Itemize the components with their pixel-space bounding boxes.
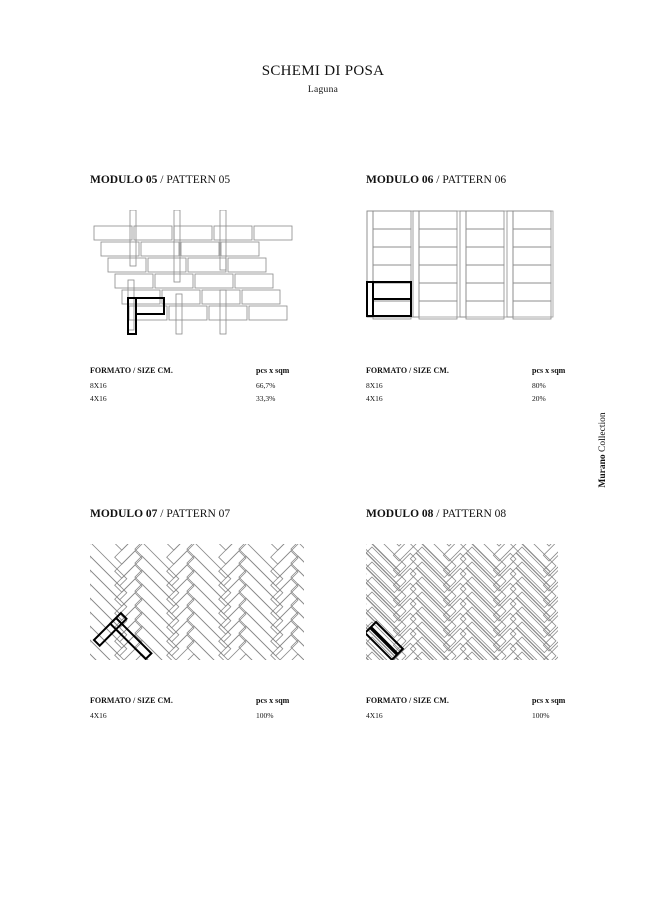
tile <box>373 265 411 283</box>
size-value: 8X16 <box>90 381 107 390</box>
tile <box>466 592 506 632</box>
tile <box>228 258 266 272</box>
tile <box>513 211 551 229</box>
tile <box>466 607 506 647</box>
tile <box>513 265 551 283</box>
tile <box>466 562 506 602</box>
size-value: 4X16 <box>366 711 383 720</box>
tile <box>513 283 551 301</box>
pcs-value: 20% <box>532 394 546 403</box>
tile <box>219 544 246 550</box>
tile <box>466 622 506 660</box>
tile <box>419 283 457 301</box>
pcs-header: pcs x sqm <box>532 696 566 705</box>
tile <box>466 247 504 265</box>
tile <box>115 544 142 550</box>
module-pattern: PATTERN 06 <box>442 174 507 186</box>
module-title: MODULO 08 / PATTERN 08 <box>366 508 507 520</box>
size-value: 8X16 <box>366 381 383 390</box>
tile <box>220 290 226 334</box>
tile <box>366 577 406 617</box>
tile <box>416 622 456 660</box>
tile <box>466 265 504 283</box>
tile <box>516 577 556 617</box>
tile <box>416 592 456 632</box>
size-row <box>90 394 330 407</box>
tile <box>466 211 504 229</box>
tile <box>516 547 556 587</box>
tile <box>416 547 456 587</box>
tile <box>271 635 298 660</box>
tile <box>466 301 504 319</box>
pcs-value: 100% <box>256 711 274 720</box>
tile <box>543 544 558 561</box>
tile <box>373 247 411 265</box>
tile <box>249 306 287 320</box>
pattern-06-diagram <box>366 210 556 322</box>
module-pattern: PATTERN 08 <box>442 508 507 520</box>
tile <box>413 211 419 317</box>
tile <box>460 544 500 578</box>
size-row <box>90 711 330 724</box>
size-table <box>90 366 330 407</box>
tile <box>516 607 556 647</box>
tile <box>134 226 172 240</box>
pattern-08-tiles <box>366 544 558 660</box>
tile <box>291 654 304 660</box>
module-outline <box>373 282 411 299</box>
size-row <box>366 394 606 407</box>
tile <box>543 544 558 546</box>
module-title: MODULO 07 / PATTERN 07 <box>90 508 231 520</box>
tile <box>162 290 200 304</box>
tile <box>460 211 466 317</box>
tile <box>416 577 456 617</box>
pcs-header: pcs x sqm <box>256 696 290 705</box>
module-code: MODULO 07 <box>90 508 158 520</box>
tile <box>254 226 292 240</box>
formato-header: FORMATO / SIZE CM. <box>366 366 449 375</box>
tile <box>507 211 513 317</box>
size-row <box>366 381 606 394</box>
tile <box>416 562 456 602</box>
pcs-value: 66,7% <box>256 381 276 390</box>
tile <box>219 635 246 660</box>
module-title: MODULO 06 / PATTERN 06 <box>366 174 507 186</box>
size-table <box>90 696 330 724</box>
tile <box>516 622 556 660</box>
tile <box>366 562 406 602</box>
collection-side-label <box>598 412 608 487</box>
collection-word: Collection <box>598 412 608 452</box>
pcs-header: pcs x sqm <box>532 366 566 375</box>
tile <box>466 577 506 617</box>
pcs-header: pcs x sqm <box>256 366 290 375</box>
tile <box>466 229 504 247</box>
module-code: MODULO 08 <box>366 508 434 520</box>
page-subtitle: Laguna <box>307 85 339 95</box>
tile <box>181 242 219 256</box>
tile <box>221 242 259 256</box>
tile <box>101 242 139 256</box>
tile <box>419 211 457 229</box>
tile <box>169 306 207 320</box>
pattern-05-diagram <box>90 210 306 338</box>
module-pattern: PATTERN 05 <box>166 174 231 186</box>
tile <box>466 283 504 301</box>
tile <box>195 274 233 288</box>
tile <box>242 290 280 304</box>
pattern-07-tiles <box>90 544 304 660</box>
tile <box>516 592 556 632</box>
brand-name: Murano <box>598 454 608 488</box>
tile <box>513 301 551 319</box>
pattern-07-diagram <box>90 544 304 660</box>
tile <box>235 274 273 288</box>
tile <box>410 544 450 578</box>
tile <box>202 290 240 304</box>
tile <box>513 247 551 265</box>
tile <box>167 635 194 660</box>
pattern-06-tiles <box>367 211 553 319</box>
tile <box>271 544 298 550</box>
page-title: SCHEMI DI POSA <box>261 63 385 79</box>
module-title: MODULO 05 / PATTERN 05 <box>90 174 231 186</box>
size-row <box>366 711 606 724</box>
tile <box>366 547 406 587</box>
tile <box>513 229 551 247</box>
pcs-value: 33,3% <box>256 394 276 403</box>
size-value: 4X16 <box>90 711 107 720</box>
module-pattern: PATTERN 07 <box>166 508 231 520</box>
formato-header: FORMATO / SIZE CM. <box>366 696 449 705</box>
module-code: MODULO 05 <box>90 174 158 186</box>
tile <box>516 562 556 602</box>
tile <box>373 211 411 229</box>
pattern-08-diagram <box>366 544 558 660</box>
size-table <box>366 696 606 724</box>
tile <box>419 301 457 319</box>
formato-header: FORMATO / SIZE CM. <box>90 366 173 375</box>
module-outline <box>373 299 411 316</box>
tile <box>108 258 146 272</box>
tile <box>419 229 457 247</box>
size-row <box>90 381 330 394</box>
pcs-value: 100% <box>532 711 550 720</box>
tile <box>419 247 457 265</box>
tile <box>167 544 194 550</box>
pattern-05-tiles <box>94 210 292 334</box>
tile <box>419 265 457 283</box>
size-table <box>366 366 606 407</box>
tile <box>176 294 182 334</box>
tile <box>416 607 456 647</box>
pcs-value: 80% <box>532 381 546 390</box>
tile <box>94 226 132 240</box>
module-code: MODULO 06 <box>366 174 434 186</box>
formato-header: FORMATO / SIZE CM. <box>90 696 173 705</box>
size-value: 4X16 <box>366 394 383 403</box>
tile <box>466 547 506 587</box>
size-value: 4X16 <box>90 394 107 403</box>
tile <box>373 229 411 247</box>
tile <box>209 306 247 320</box>
tile <box>510 544 550 578</box>
tile <box>141 242 179 256</box>
